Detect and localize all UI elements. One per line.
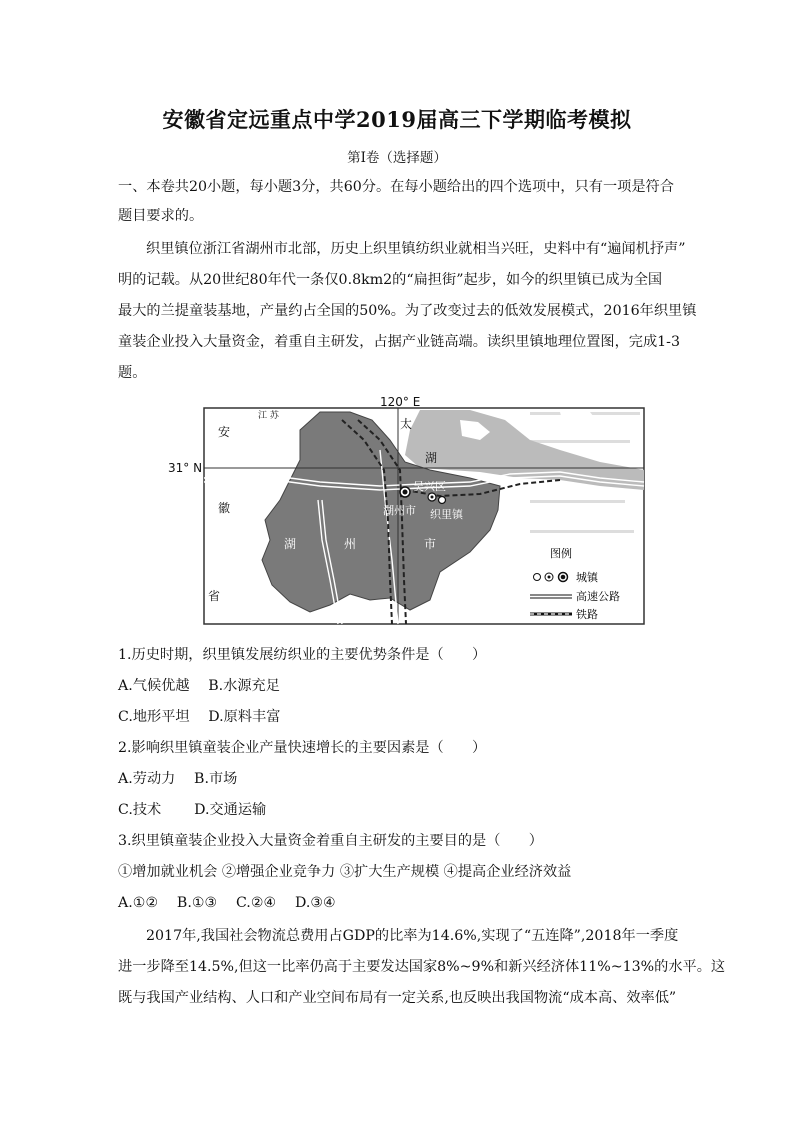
- label-huzhou-city: 湖州市: [383, 504, 416, 517]
- q3-items: ①增加就业机会 ②增强企业竞争力 ③扩大生产规模 ④提高企业经济效益: [118, 864, 572, 880]
- passage1-line1: 织里镇位浙江省湖州市北部，历史上织里镇纺织业就相当兴旺，史料中有“遍闻机抒声”: [146, 241, 686, 257]
- passage1-line2: 明的记载。从20世纪80年代一条仅0.8km2的“扁担街”起步，如今的织里镇已成为全国: [118, 272, 663, 288]
- passage1-line3: 最大的兰提童装基地，产量约占全国的50%。为了改变过去的低效发展模式，2016年织里镇: [118, 303, 697, 319]
- label-an: 安: [218, 425, 231, 439]
- section-instruction-line1: 一、本卷共20小题，每小题3分，共60分。在每小题给出的四个选项中，只有一项是符合: [118, 179, 674, 195]
- legend-title: 图例: [550, 547, 572, 560]
- q3-options: A.①② B.①③ C.②④ D.③④: [118, 895, 336, 911]
- q2-stem: 2.影响织里镇童装企业产量快速增长的主要因素是（ ）: [118, 740, 487, 756]
- label-hu-lake: 湖: [425, 451, 438, 465]
- section-instruction-line2: 题目要求的。: [118, 208, 204, 224]
- label-jiangsu: 江 苏: [258, 411, 279, 421]
- label-tai: 太: [400, 417, 413, 431]
- legend-highway: 高速公路: [576, 590, 620, 603]
- q2-options-cd: C.技术 D.交通运输: [118, 802, 267, 818]
- q1-stem: 1.历史时期，织里镇发展纺织业的主要优势条件是（ ）: [118, 647, 487, 663]
- passage2-line1: 2017年,我国社会物流总费用占GDP的比率为14.6%,实现了“五连降”,2018年一季度: [146, 928, 679, 944]
- legend-railway: 铁路: [576, 608, 598, 621]
- latitude-label: 31° N: [168, 461, 203, 475]
- legend-town-icon: [534, 574, 541, 581]
- label-shi-region: 市: [424, 537, 437, 551]
- passage2-line3: 既与我国产业结构、人口和产业空间布局有一定关系,也反映出我国物流“成本高、效率低”: [118, 990, 677, 1006]
- legend-town: 城镇: [576, 571, 598, 584]
- q3-stem: 3.织里镇童装企业投入大量资金着重自主研发的主要目的是（ ）: [118, 833, 543, 849]
- label-hu-region: 湖: [284, 537, 297, 551]
- longitude-label: 120° E: [380, 395, 421, 409]
- label-zhili: 织里镇: [430, 508, 463, 521]
- q1-options-ab: A.气候优越 B.水源充足: [118, 678, 280, 694]
- passage1-line4: 童装企业投入大量资金，着重自主研发，占据产业链高端。读织里镇地理位置图，完成1-3: [118, 334, 680, 350]
- zhili-marker: [439, 497, 446, 504]
- q1-options-cd: C.地形平坦 D.原料丰富: [118, 709, 281, 725]
- label-wuxing: 吴兴区: [413, 480, 446, 493]
- q2-options-ab: A.劳动力 B.市场: [118, 771, 238, 787]
- label-zhou-region: 州: [344, 537, 357, 551]
- section-subtitle: 第I卷（选择题）: [347, 150, 447, 166]
- page-title: 安徽省定远重点中学2019届高三下学期临考模拟: [162, 107, 632, 132]
- label-hui: 徽: [218, 501, 231, 515]
- label-sheng: 省: [208, 589, 221, 603]
- passage2-line2: 进一步降至14.5%,但这一比率仍高于主要发达国家8%~9%和新兴经济体11%~13%的水平。这: [118, 959, 726, 975]
- passage1-line5: 题。: [118, 365, 147, 381]
